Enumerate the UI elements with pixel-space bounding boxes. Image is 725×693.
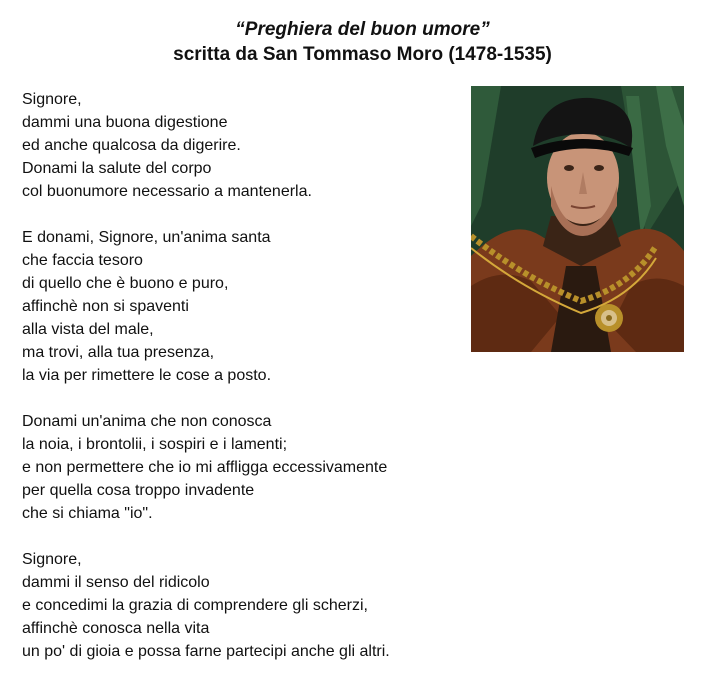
portrait-image: [471, 86, 684, 352]
poem-line: E donami, Signore, un'anima santa: [22, 229, 271, 246]
poem-line: che si chiama "io".: [22, 505, 153, 522]
poem-line: col buonumore necessario a mantenerla.: [22, 183, 312, 200]
title-block: [0, 18, 725, 68]
poem-line: Donami un'anima che non conosca: [22, 413, 272, 430]
poem-line: la noia, i brontolii, i sospiri e i lamenti;: [22, 436, 288, 453]
poem-line: affinchè non si spaventi: [22, 298, 189, 315]
poem-line: di quello che è buono e puro,: [22, 275, 229, 292]
poem-line: Signore,: [22, 551, 82, 568]
poem-line: Donami la salute del corpo: [22, 160, 212, 177]
stanza-4: [22, 548, 462, 663]
poem-line: che faccia tesoro: [22, 252, 143, 269]
poem-line: alla vista del male,: [22, 321, 154, 338]
poem-line: e non permettere che io mi affligga eccessivamente: [22, 459, 388, 476]
poem-line: ma trovi, alla tua presenza,: [22, 344, 215, 361]
poem-line: per quella cosa troppo invadente: [22, 482, 255, 499]
poem-line: la via per rimettere le cose a posto.: [22, 367, 272, 384]
poem: [22, 88, 462, 686]
stanza-3: [22, 410, 462, 525]
poem-line: dammi il senso del ridicolo: [22, 574, 210, 591]
poem-line: affinchè conosca nella vita: [22, 620, 210, 637]
stanza-1: [22, 88, 462, 203]
page-title: “Preghiera del buon umore”: [235, 19, 490, 40]
portrait-illustration: [471, 86, 684, 352]
poem-line: e concedimi la grazia di comprendere gli scherzi,: [22, 597, 368, 614]
poem-line: Signore,: [22, 91, 82, 108]
stanza-2: [22, 226, 462, 387]
poem-line: ed anche qualcosa da digerire.: [22, 137, 241, 154]
poem-line: dammi una buona digestione: [22, 114, 228, 131]
page-subtitle: scritta da San Tommaso Moro (1478-1535): [173, 44, 552, 65]
poem-line: un po' di gioia e possa farne partecipi anche gli altri.: [22, 643, 390, 660]
